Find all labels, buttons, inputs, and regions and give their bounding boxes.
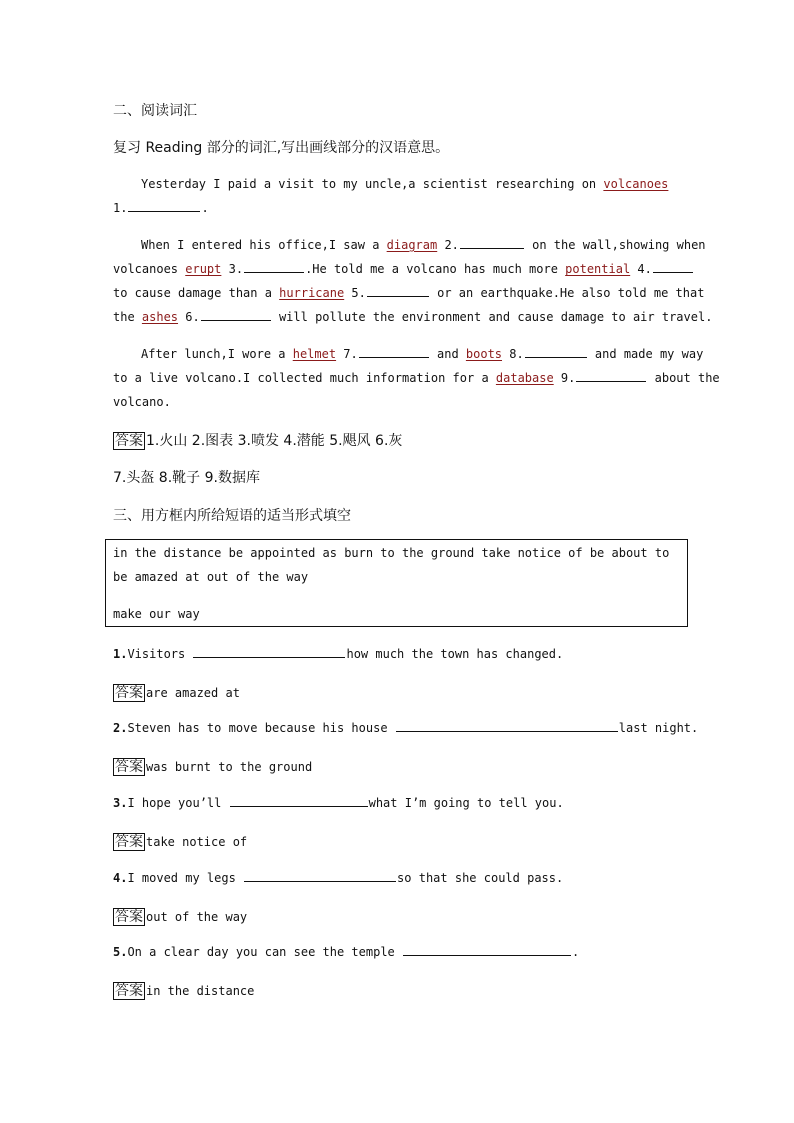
passage-line bbox=[113, 310, 712, 324]
passage-text: .He told me a volcano has much more bbox=[305, 262, 566, 276]
question-item bbox=[113, 871, 563, 885]
vocab-word-database: database bbox=[495, 371, 554, 385]
phrase-box-line: be amazed at out of the way bbox=[113, 570, 309, 584]
answer-blank[interactable] bbox=[403, 945, 571, 956]
phrase-box-line: in the distance be appointed as burn to the ground take notice of be about to bbox=[113, 546, 670, 560]
passage-line: volcano. bbox=[113, 395, 171, 409]
section-heading-phrases: 三、用方框内所给短语的适当形式填空 bbox=[113, 508, 351, 524]
answer-blank[interactable] bbox=[576, 371, 646, 382]
question-text: so that she could pass. bbox=[397, 871, 564, 885]
answer-text: in the distance bbox=[146, 984, 255, 998]
answer-blank[interactable] bbox=[460, 238, 524, 249]
passage-text: When I entered his office,I saw a bbox=[141, 238, 387, 252]
question-number: 5. bbox=[113, 945, 128, 959]
answer-text: was burnt to the ground bbox=[146, 760, 313, 774]
answer-text: 1.火山 2.图表 3.喷发 4.潜能 5.飓风 6.灰 bbox=[146, 433, 403, 449]
passage-text: or an earthquake.He also told me that bbox=[429, 286, 705, 300]
answer-blank[interactable] bbox=[193, 647, 345, 658]
passage-text: to cause damage than a bbox=[113, 286, 280, 300]
answer-blank[interactable] bbox=[653, 262, 693, 273]
passage-line bbox=[141, 347, 703, 361]
answer-blank[interactable] bbox=[201, 310, 271, 321]
passage-text: on the wall,showing when bbox=[524, 238, 706, 252]
question-number: 3. bbox=[113, 796, 128, 810]
answer-blank[interactable] bbox=[525, 347, 587, 358]
question-number: 1. bbox=[113, 647, 128, 661]
question-text: how much the town has changed. bbox=[346, 647, 564, 661]
vocab-word-boots: boots bbox=[465, 347, 503, 361]
answer-row bbox=[113, 908, 247, 926]
question-text: Visitors bbox=[127, 647, 193, 661]
answer-blank[interactable] bbox=[367, 286, 429, 297]
question-item bbox=[113, 945, 579, 959]
answer-label: 答案 bbox=[115, 909, 143, 925]
answer-blank[interactable] bbox=[244, 262, 304, 273]
blank-number: 3. bbox=[221, 262, 244, 276]
answer-blank[interactable] bbox=[359, 347, 429, 358]
passage-text: and bbox=[429, 347, 466, 361]
answer-row bbox=[113, 758, 312, 776]
passage-text: about the bbox=[647, 371, 720, 385]
answer-row bbox=[113, 684, 240, 702]
question-text: . bbox=[572, 945, 580, 959]
answer-row bbox=[113, 982, 254, 1000]
passage-line: 1. . bbox=[113, 201, 209, 215]
vocab-word-erupt: erupt bbox=[185, 262, 222, 276]
passage-text: volcanoes bbox=[113, 262, 186, 276]
vocab-word-volcanoes: volcanoes bbox=[603, 177, 669, 191]
answer-blank[interactable] bbox=[128, 201, 200, 212]
answer-blank[interactable] bbox=[244, 871, 396, 882]
answer-row bbox=[113, 833, 247, 851]
answer-blank[interactable] bbox=[396, 721, 618, 732]
question-text: last night. bbox=[618, 721, 699, 735]
passage-line bbox=[113, 262, 694, 276]
answer-text: take notice of bbox=[146, 835, 248, 849]
blank-number: 2. bbox=[437, 238, 459, 252]
blank-number: 4. bbox=[630, 262, 652, 276]
passage-text: After lunch,I wore a bbox=[141, 347, 293, 361]
passage-line bbox=[113, 286, 704, 300]
passage-text: Yesterday I paid a visit to my uncle,a scientist researching on bbox=[141, 177, 604, 191]
question-item bbox=[113, 647, 563, 661]
passage-line bbox=[113, 371, 720, 385]
question-text: Steven has to move because his house bbox=[127, 721, 395, 735]
answer-label: 答案 bbox=[115, 433, 143, 449]
passage-text: and made my way bbox=[587, 347, 704, 361]
question-number: 2. bbox=[113, 721, 128, 735]
question-text: I hope you’ll bbox=[127, 796, 229, 810]
answer-row bbox=[113, 430, 402, 450]
answer-text-continued: 7.头盔 8.靴子 9.数据库 bbox=[113, 470, 260, 486]
blank-number: 6. bbox=[178, 310, 200, 324]
question-text: I moved my legs bbox=[127, 871, 244, 885]
answer-text: are amazed at bbox=[146, 686, 240, 700]
instruction-text: 复习 Reading 部分的词汇,写出画线部分的汉语意思。 bbox=[113, 140, 450, 156]
passage-line bbox=[141, 238, 706, 252]
question-text: what I’m going to tell you. bbox=[368, 796, 564, 810]
answer-text: out of the way bbox=[146, 910, 248, 924]
answer-label: 答案 bbox=[115, 759, 143, 775]
blank-number: 9. bbox=[553, 371, 576, 385]
passage-line bbox=[141, 177, 668, 191]
question-number: 4. bbox=[113, 871, 128, 885]
answer-label: 答案 bbox=[115, 834, 143, 850]
vocab-word-hurricane: hurricane bbox=[279, 286, 345, 300]
vocab-word-diagram: diagram bbox=[386, 238, 438, 252]
section-heading-reading-vocab: 二、阅读词汇 bbox=[113, 103, 197, 119]
blank-number: 5. bbox=[344, 286, 366, 300]
answer-blank[interactable] bbox=[230, 796, 368, 807]
blank-number: 8. bbox=[502, 347, 524, 361]
answer-label: 答案 bbox=[115, 685, 143, 701]
answer-label: 答案 bbox=[115, 983, 143, 999]
vocab-word-helmet: helmet bbox=[292, 347, 337, 361]
question-item bbox=[113, 721, 698, 735]
blank-number: 1. bbox=[113, 201, 128, 215]
passage-text: will pollute the environment and cause damage to air travel. bbox=[271, 310, 713, 324]
question-text: On a clear day you can see the temple bbox=[127, 945, 402, 959]
phrase-box-line: make our way bbox=[113, 607, 200, 621]
vocab-word-potential: potential bbox=[565, 262, 631, 276]
passage-text: the bbox=[113, 310, 142, 324]
passage-text: to a live volcano.I collected much information for a bbox=[113, 371, 496, 385]
vocab-word-ashes: ashes bbox=[141, 310, 179, 324]
blank-number: 7. bbox=[336, 347, 358, 361]
question-item bbox=[113, 796, 564, 810]
